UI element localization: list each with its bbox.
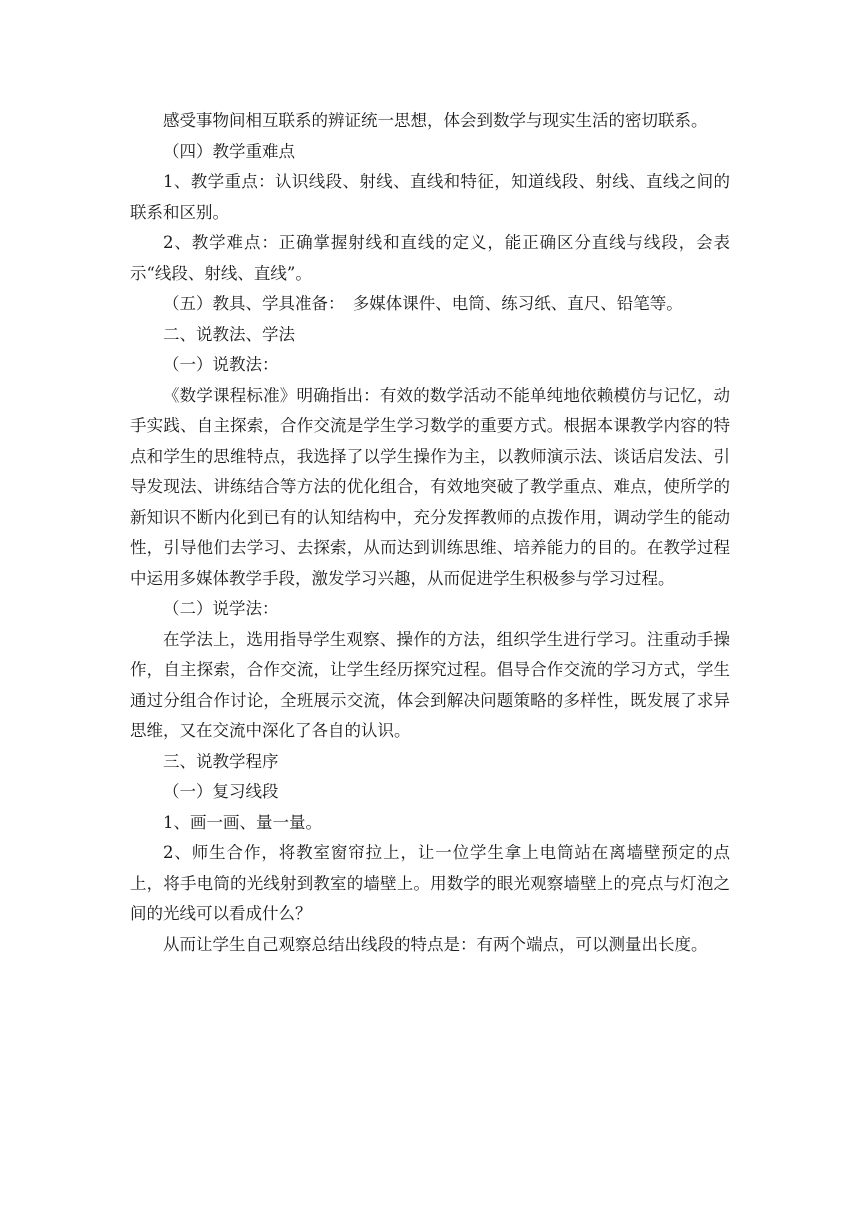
paragraph-teacher-student-cooperation: 2、师生合作，将教室窗帘拉上，让一位学生拿上电筒站在离墙壁预定的点上，将手电筒的光线射到教室的墙壁上。用数学的眼光观察墙壁上的亮点与灯泡之间的光线可以看成什么？ (130, 843, 730, 923)
paragraph-draw-measure: 1、画一画、量一量。 (163, 812, 322, 832)
paragraph-dialectic-thinking: 感受事物间相互联系的辨证统一思想，体会到数学与现实生活的密切联系。 (163, 111, 708, 130)
paragraph-teaching-aids: （五）教具、学具准备： 多媒体课件、电筒、练习纸、直尺、铅笔等。 (163, 294, 683, 313)
heading-teaching-learning-methods: 二、说教法、学法 (163, 324, 295, 344)
paragraph-teaching-method: 《数学课程标准》明确指出：有效的数学活动不能单纯地依赖模仿与记忆，动手实践、自主探索，合作交流是学生学习数学的重要方式。根据本课教学内容的特点和学生的思维特点，我选择了以学生操作为主，以教师演示法、谈话启发法、引导发现法、讲练结合等方法的优化组合，有效地突破了教学重点、难点，使所学的新知识不断内化到已有的认知结构中，充分发挥教师的点拨作用，调动学生的能动性，引导他们去学习、去探索，从而达到训练思维、培养能力的目的。在教学过程中运用多媒体教学手段，激发学习兴趣，从而促进学生积极参与学习过程。 (130, 385, 730, 588)
paragraph-teaching-focus: 1、教学重点：认识线段、射线、直线和特征，知道线段、射线、直线之间的联系和区别。 (130, 172, 730, 222)
heading-key-difficult-points: （四）教学重难点 (163, 141, 295, 161)
paragraph-learning-method: 在学法上，选用指导学生观察、操作的方法，组织学生进行学习。注重动手操作，自主探索，合作交流，让学生经历探究过程。倡导合作交流的学习方式，学生通过分组合作讨论，全班展示交流，体会到解决问题策略的多样性，既发展了求异思维，又在交流中深化了各自的认识。 (130, 629, 730, 740)
heading-teaching-method: （一）说教法： (163, 355, 279, 374)
heading-review-line-segment: （一）复习线段 (163, 782, 279, 801)
heading-learning-method: （二）说学法： (163, 599, 279, 618)
paragraph-teaching-difficulty: 2、教学难点：正确掌握射线和直线的定义，能正确区分直线与线段，会表示“线段、射线、直线”。 (130, 233, 730, 283)
document-body (130, 106, 730, 960)
paragraph-segment-features: 从而让学生自己观察总结出线段的特点是：有两个端点，可以测量出长度。 (163, 934, 708, 954)
heading-teaching-procedure: 三、说教学程序 (163, 751, 279, 771)
